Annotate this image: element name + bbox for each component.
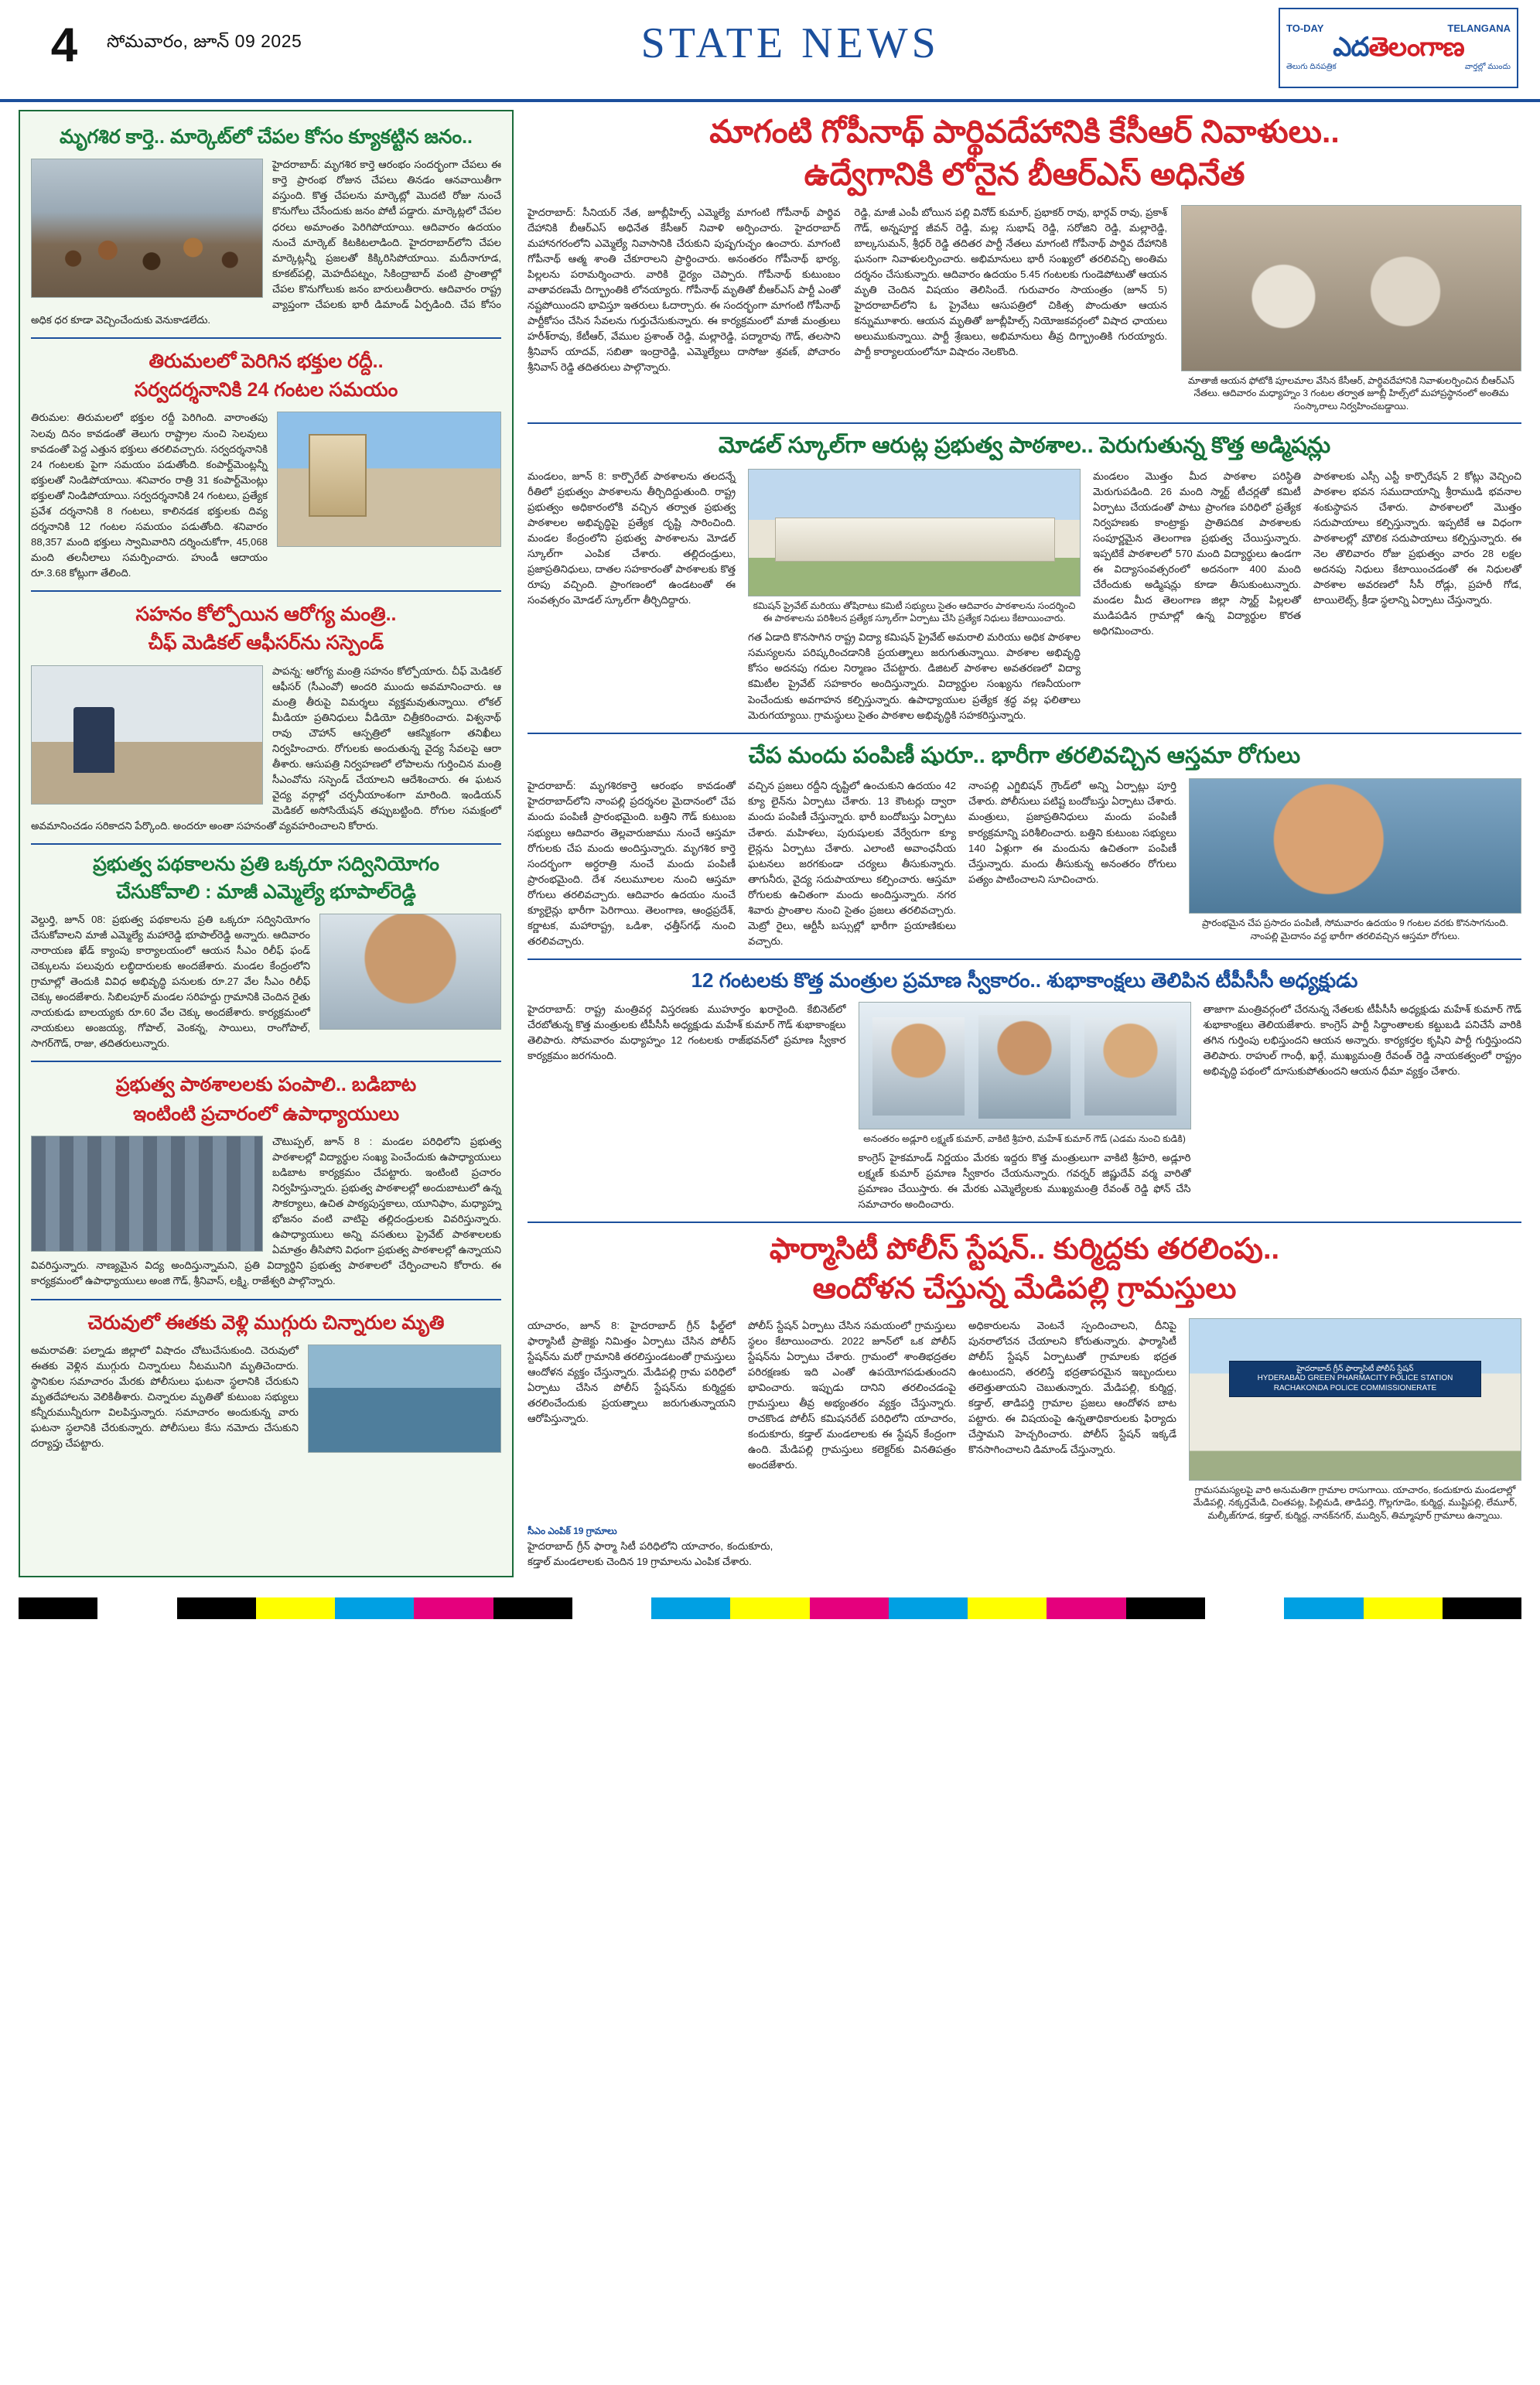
colorbar-swatch-6	[493, 1597, 572, 1619]
school-text-col2: గత ఏడాది కొనసాగిన రాష్ట్ర విద్యా కమిషన్ ప్రైవేట్ అమరాలి మరియు అధిక పాఠశాల సమస్యలను పరిష్కరించడానికి ప్రయత్నాలు జరుగుతున్నాయి. పాఠశాల అభివృద్ధి కోసం అదనపు గదుల నిర్మాణం చేపట్టారు. డిజిటల్ పాఠశాల అవతరణలో విద్యా కమిటీల ప్రైవేట్ సహకారం అందిస్తున్నారు. విద్యార్థుల సంఖ్యను గణనీయంగా పెంచేందుకు అవగాహన కల్పిస్తున్నారు. ఉపాధ్యాయుల ప్రత్యేక శ్రద్ధ వల్ల ఫలితాలు మెరుగయ్యాయి. గ్రామస్థులు సైతం పాఠశాల అభివృద్ధికి సహకరిస్తున్నారు.	[748, 631, 1081, 721]
police-subtext: హైదరాబాద్ గ్రీన్ ఫార్మా సిటీ పరిధిలోని యాచారం, కందుకూరు, కడ్తాల్ మండలాలకు చెందిన 19 గ్రామాలను ఎంపిక చేశారు.	[528, 1540, 773, 1568]
colorbar-swatch-12	[968, 1597, 1047, 1619]
new-ministers-caption: అనంతరం అడ్లూరి లక్ష్మణ్ కుమార్, వాకిటి శ్రీహరి, మహేశ్ కుమార్ గౌడ్ (ఎడమ నుంచి కుడికి)	[863, 1133, 1186, 1144]
story-bhoopal-reddy	[31, 853, 501, 1051]
police-station-photo	[1189, 1318, 1521, 1481]
colorbar-swatch-1	[97, 1597, 176, 1619]
colorbar-swatch-5	[414, 1597, 493, 1619]
story-badibata-text: చౌటుప్పల్, జూన్ 8 : మండల పరిధిలోని ప్రభుత్వ పాఠశాలల్లో విద్యార్థుల సంఖ్య పెంచేందుకు ఉపాధ్యాయులు బడిబాట కార్యక్రమం చేపట్టారు. ఇంటింటి ప్రచారం నిర్వహిస్తున్నారు. ప్రభుత్వ పాఠశాలల్లో అందుబాటులో ఉన్న సౌకర్యాలు, ఉచిత పాఠ్యపుస్తకాలు, యూనిఫాం, మధ్యాహ్న భోజనం వంటి వాటిపై తల్లిదండ్రులకు వివరిస్తున్నారు. ఉపాధ్యాయులు అన్ని వసతులు ప్రైవేట్ పాఠశాలలకు ఏమాత్రం తీసిపోని విధంగా ప్రభుత్వ పాఠశాలల్లో ఉన్నాయని వివరిస్తున్నారు. నాణ్యమైన విద్య అందిస్తున్నామని, ప్రతి విద్యార్థిని ప్రభుత్వ పాఠశాలలో చేర్పించాలని కోరారు. ఈ కార్యక్రమంలో ఉపాధ్యాయులు అంజి గౌడ్, శ్రీనివాస్, లక్ష్మి, రాజేశ్వరి పాల్గొన్నారు.	[31, 1135, 501, 1287]
police-text-col3: అధికారులను వెంటనే స్పందించాలని, దీనిపై పునరాలోచన చేయాలని కోరుతున్నారు. ఫార్మాసిటీ పోలీస్ స్టేషన్ ఏర్పాటుతో గ్రామాలకు భద్రత ఉంటుందని, తరలిస్తే భద్రతాపరమైన ఇబ్బందులు తలెత్తుతాయని చెబుతున్నారు. మేడిపల్లి, కుర్మిద్ద, కడ్తాల్, తాడిపర్తి గ్రామాల ప్రజలు ఆందోళన బాట పట్టారు. ఈ విషయంపై ఉన్నతాధికారులకు ఫిర్యాదు చేస్తామని హెచ్చరించారు. పోలీస్ స్టేషన్ ఇక్కడే కొనసాగించాలని డిమాండ్ చేస్తున్నారు.	[968, 1319, 1176, 1456]
story-fish-medicine	[528, 742, 1521, 949]
colorbar-swatch-15	[1205, 1597, 1284, 1619]
colorbar-swatch-17	[1364, 1597, 1443, 1619]
hospital-inspection-photo	[31, 665, 263, 805]
logo-top-left: TO-DAY	[1286, 22, 1324, 34]
story-bhoopal-headline-2: చేసుకోవాలి : మాజీ ఎమ్మెల్యే భూపాల్‌రెడ్డి	[116, 880, 416, 903]
police-headline-1: ఫార్మాసిటీ పోలీస్ స్టేషన్.. కుర్మిద్దకు తరలింపు..	[769, 1232, 1280, 1266]
fish-medicine-photo	[1189, 778, 1521, 914]
divider	[31, 843, 501, 845]
story-fish-market	[31, 125, 501, 328]
school-text-col4: పాఠశాలకు ఎస్సీ ఎస్టీ కార్పొరేషన్ 2 కోట్లు వెచ్చించి పాఠశాల భవన సముదాయాన్ని శ్రీరాముడి భవనాల శంకుస్థాపన చేశారు. పాఠశాలలో మొత్తం సదుపాయాలు కల్పిస్తున్నారు. ఇప్పటికే ఆ విధంగా పాఠశాలల్లో మౌలిక సదుపాయాలు కల్పిస్తున్నారు. ఈ నెల తొలివారం రోజు ప్రభుత్వం వారం 28 లక్షల అదనపు నిధులు కేటాయించడంతో ఈ నిధులతో పాఠశాల అవరణలో సీసీ రోడ్లు, ప్రహరీ గోడ, టాయిలెట్స్, క్రీడా స్థలాన్ని ఏర్పాటు చేస్తున్నారు.	[1313, 470, 1521, 607]
story-health-text: పాపన్న: ఆరోగ్య మంత్రి సహనం కోల్పోయారు. చీఫ్ మెడికల్ ఆఫీసర్ (సీఎంవో) అందరి ముందు అవమానించారు. ఆ మంత్రి తీరుపై విమర్శలు వ్యక్తమవుతున్నాయి. లోకల్ మీడియా ప్రతినిధులు వీడియో చిత్రీకరించారు. విశ్వనాథ్ రావు చౌహాన్ ఆస్పత్రిలో ఆకస్మికంగా తనిఖీలు నిర్వహించారు. రోగులకు అందుతున్న వైద్య సేవలపై ఆరా తీశారు. ఆసుపత్రి నిర్వహణలో లోపాలను గుర్తించిన మంత్రి సీఎంవోను సస్పెండ్ చేయాలని ఆదేశించారు. ఈ ఘటన వైద్య వర్గాల్లో చర్చనీయాంశంగా మారింది. ఇండియన్ మెడికల్ అసోసియేషన్ తప్పుబట్టింది. రోగుల సమక్షంలో అవమానించడం సరికాదని పేర్కొంది. అందరూ అంతా సహనంతో వ్యవహరించాలని కోరారు.	[31, 665, 501, 832]
story-bhoopal-headline-1: ప్రభుత్వ పథకాలను ప్రతి ఒక్కరూ సద్వినియోగం	[93, 853, 439, 876]
newspaper-logo	[1279, 8, 1518, 88]
story-kcr-tribute	[528, 111, 1521, 413]
model-school-photo	[748, 469, 1081, 596]
story-ministers-oath	[528, 968, 1521, 1212]
oath-text-col3: తాజాగా మంత్రివర్గంలో చేరనున్న నేతలకు టీపీసీసీ అధ్యక్షుడు మహేశ్ కుమార్ గౌడ్ శుభాకాంక్షలు తెలియజేశారు. కాంగ్రెస్ పార్టీ సిద్ధాంతాలకు కట్టుబడి పనిచేసే వారికి తగిన గుర్తింపు లభిస్తుందని ఆయన అన్నారు. కార్యకర్తల కృషిని పార్టీ గుర్తిస్తుందని తెలిపారు. రాహుల్ గాంధీ, ఖర్గే, ముఖ్యమంత్రి రేవంత్ రెడ్డి నాయకత్వంలో రాష్ట్రం అభివృద్ధి పథంలో దూసుకుపోతుందని ఆయన ధీమా వ్యక్తం చేశారు.	[1203, 1003, 1521, 1078]
colorbar-swatch-4	[335, 1597, 414, 1619]
colorbar-swatch-7	[572, 1597, 651, 1619]
left-sidebar-column	[19, 110, 514, 1577]
page-content	[0, 102, 1540, 1577]
bhoopal-reddy-portrait-photo	[319, 914, 501, 1030]
lead-text-col1: హైదరాబాద్: సీనియర్ నేత, జూబ్లీహిల్స్ ఎమ్మెల్యే మాగంటి గోపీనాథ్ పార్థివ దేహానికి బీఆర్ఎస్ అధినేత కేసీఆర్ నివాళి అర్పించారు. హైదరాబాద్ మహానగరంలోని ఎమ్మెల్యే నివాసానికి చేరుకుని పుష్పగుచ్ఛం ఉంచారు. మాగంటి గోపీనాథ్ ఆత్మ శాంతి చేకూరాలని ప్రార్థించారు. అనంతరం గోపీనాథ్ భార్య, పిల్లలను పరామర్శించారు. వారికి ధైర్యం చెప్పారు. గోపీనాథ్ కుటుంబం వాతావరణమే దిగ్భ్రాంతికి లోనయ్యారు. గోపీనాథ్ మృతితో బీఆర్ఎస్ పార్టీ ఎంతో నష్టపోయిందని భావిస్తూ ఇతరులు ఓదార్చారు. ఈ సందర్భంగా మాగంటి గోపీనాథ్ పార్టీకోసం చేసిన సేవలను గుర్తుచేసుకున్నారు. ఈ కార్యక్రమంలో మాజీ మంత్రులు హరీశ్‌రావు, కేటీఆర్, వేముల ప్రశాంత్ రెడ్డి, మల్లారెడ్డి, పద్మారావు గౌడ్, తలసాని శ్రీనివాస్ యాదవ్, సబితా ఇంద్రారెడ్డి, ఎమ్మెల్యేలు దాసోజు శ్రవణ్, పోచారం శ్రీనివాస్ రెడ్డి తదితరులు పాల్గొన్నారు.	[528, 206, 841, 374]
divider	[31, 590, 501, 592]
colorbar-swatch-0	[19, 1597, 97, 1619]
school-text-col3: మండలం మొత్తం మీద పాఠశాల పరిస్థితి మెరుగుపడింది. 26 మంది స్మార్ట్ టీచర్లతో కమిటీ ఏర్పాటు చేయడంతో పాటు ప్రాంగణ పరిధిలో ప్రత్యేక నిర్వహణకు కాంట్రాక్టు ప్రాతిపదిక పాఠశాలకు సంపూర్ణమైన తెలంగాణ ప్రభుత్వ చేయిస్తున్నారు. ఇప్పటికే పాఠశాలలో 570 మంది విద్యార్థులు ఉండగా ఈ విద్యాసంవత్సరంలో అదనంగా 400 మంది చేరేందుకు అడ్మిషన్లు కూడా తీసుకుంటున్నారు. మండల మీద తెలంగాణ జిల్లా స్మార్ట్ పిల్లలతో ముడిపడిన గ్రామాల్లో ఉన్న విద్యార్థుల కొరత అధిగమించారు.	[1093, 470, 1301, 637]
fish-medicine-headline: చేప మందు పంపిణీ షురూ.. భారీగా తరలివచ్చిన ఆస్తమా రోగులు	[748, 743, 1301, 768]
colorbar-swatch-18	[1443, 1597, 1521, 1619]
story-health-minister	[31, 603, 501, 834]
story-badibata-headline-2: ఇంటింటి ప్రచారంలో ఉపాధ్యాయులు	[133, 1102, 399, 1125]
lead-headline-1: మాగంటి గోపీనాథ్ పార్థివదేహానికి కేసీఆర్ నివాళులు..	[709, 114, 1340, 149]
lead-headline-2: ఉద్వేగానికి లోనైన బీఆర్ఎస్ అధినేత	[804, 156, 1245, 193]
logo-sub-row	[1280, 60, 1517, 76]
divider	[528, 733, 1521, 734]
story-fish-market-text: హైదరాబాద్: మృగశిర కార్తె ఆరంభం సందర్భంగా చేపలు ఈ కార్తె ప్రారంభ రోజున చేపలు తినడం ఆనవాయితీగా వస్తుంది. కొత్త చేపలను మార్కెట్లో మొదటి రోజు నుంచే కొనుగోలు చేసేందుకు జనం పోటీ పడ్డారు. మార్కెట్లలో చేపల ధరలు అమాంతం పెరిగిపోయాయి. ఆదివారం ఉదయం నుంచే మార్కెట్ కిటకిటలాడింది. హైదరాబాద్‌లోని చేపల మార్కెట్లన్నీ ప్రజలతో కిక్కిరిసిపోయాయి. మదీనాగూడ, కూకట్‌పల్లి, మెహదీపట్నం, సికింద్రాబాద్ వంటి ప్రాంతాల్లో చేపల కొనుగోలుకు జనం బారులుతీరారు. ఆదివారం రాష్ట్ర వ్యాప్తంగా చేపలకు భారీ డిమాండ్ ఏర్పడింది. చేప కోసం అధిక ధర కూడా వెచ్చించేందుకు వెనుకాడలేదు.	[31, 159, 501, 326]
new-ministers-photo	[859, 1002, 1191, 1129]
kcr-tribute-caption: మాతాజీ ఆయన ఫోటోకి పూలమాల వేసిన కేసీఆర్, పార్థివదేహానికి నివాళులర్పించిన బీఆర్ఎస్ నేతలు. ఆదివారం మధ్యాహ్నం 3 గంటల తర్వాత జూబ్లీ హిల్స్‌లో మహాప్రస్థానంలో అంతిమ సంస్కారాలు నిర్వహించబడ్డాయి.	[1188, 374, 1514, 412]
story-pharma-police-station	[528, 1231, 1521, 1570]
story-badibata	[31, 1073, 501, 1289]
page-title	[302, 5, 1279, 99]
fish-text-col3: నాంపల్లి ఎగ్జిబిషన్ గ్రౌండ్‌లో అన్ని ఏర్పాట్లు పూర్తి చేశారు. పోలీసులు పటిష్ట బందోబస్తు ఏర్పాటు చేశారు. మంత్రులు, ప్రజాప్రతినిధులు మందు పంపిణీ కార్యక్రమాన్ని పరిశీలించారు. బత్తిని కుటుంబ సభ్యులు 140 ఏళ్లుగా ఈ మందును ఉచితంగా పంపిణీ చేస్తున్నారు. మందు తీసుకున్న అనంతరం రోగులు పత్యం పాటించాలని సూచించారు.	[968, 780, 1176, 885]
story-tirumala-headline-2: సర్వదర్శనానికి 24 గంటల సమయం	[134, 379, 398, 401]
story-fish-market-headline: మృగశిర కార్తె.. మార్కెట్‌లో చేపల కోసం క్యూకట్టిన జనం..	[59, 126, 473, 148]
police-text-col2: పోలీస్ స్టేషన్ ఏర్పాటు చేసిన సమయంలో గ్రామస్తులు స్థలం కేటాయించారు. 2022 జూన్‌లో ఒక పోలీస్ స్టేషన్‌ను ఏర్పాటు చేశారు. గ్రామంలో శాంతిభద్రతల పరిరక్షణకు ఇది ఎంతో ఉపయోగపడుతుందని భావించారు. ఇప్పుడు దానిని తరలించడంపై గ్రామస్తులు తీవ్ర అభ్యంతరం వ్యక్తం చేస్తున్నారు. రాచకొండ పోలీస్ కమిషనరేట్ పరిధిలోని యాచారం, కందుకూరు, కడ్తాల్ మండలాలకు ఈ స్టేషన్ కేంద్రంగా ఉంది. మేడిపల్లి గ్రామస్తులు కలెక్టర్‌కు వినతిపత్రం అందజేశారు.	[748, 1319, 956, 1471]
fish-medicine-caption: ప్రారంభమైన చేప ప్రసాదం పంపిణీ, సోమవారం ఉదయం 9 గంటల వరకు కొనసాగనుంది. నాంపల్లి మైదానం వద్ద భారీగా తరలివచ్చిన ఆస్తమా రోగులు.	[1202, 917, 1508, 942]
signboard-line-telugu: హైదరాబాద్ గ్రీన్ ఫార్మాసిటీ పోలీస్ స్టేషన్	[1296, 1364, 1414, 1373]
lead-text-col2: రెడ్డి, మాజీ ఎంపీ బోయిన పల్లి వినోద్ కుమార్, ప్రభాకర్ రావు, భార్గవ్ రావు, ప్రకాశ్ గౌడ్, అన్నపూర్ణ జీవన్ రెడ్డి, మల్ల సుభాష్ రెడ్డి, సరోజిని రెడ్డి, మల్లారెడ్డి, బాల్కసుమన్, శ్రీధర్ రెడ్డి తదితర పార్టీ నేతలు మాగంటి గోపీనాథ్ పార్థివ దేహానికి ఘనంగా నివాళులర్పించారు. అభిమానులు భారీ సంఖ్యలో తరలివచ్చి అంతిమ దర్శనం చేసుకున్నారు. ఆదివారం ఉదయం 5.45 గంటలకు గుండెపోటుతో ఆయన మృతి చెందిన విషయం తెలిసిందే. గురువారం సాయంత్రం (జూన్ 5) హైదరాబాద్‌లోని ఓ ప్రైవేటు ఆసుపత్రిలో చికిత్స పొందుతూ ఆయన కన్నుమూశారు. ఆయన మృతితో జూబ్లీహిల్స్ నియోజకవర్గంలో విషాద ఛాయలు అలుముకున్నాయి. పార్టీ శ్రేణులు, అభిమానులు తీవ్ర దిగ్భ్రాంతికి గురయ్యారు. పార్టీ కార్యాలయంలోనూ విషాదం నెలకొంది.	[854, 206, 1167, 358]
divider	[31, 337, 501, 339]
police-headline-2: ఆందోళన చేస్తున్న మేడిపల్లి గ్రామస్తులు	[812, 1273, 1237, 1306]
logo-main-word: తెలంగాణ	[1368, 32, 1464, 62]
colorbar-swatch-16	[1284, 1597, 1363, 1619]
colorbar-swatch-2	[177, 1597, 256, 1619]
colorbar-swatch-8	[651, 1597, 730, 1619]
fish-text-col2: వచ్చిన ప్రజలు రద్దీని దృష్టిలో ఉంచుకుని ఉదయం 42 క్యూ లైన్‌ను ఏర్పాటు చేశారు. 13 కౌంటర్లు ద్వారా మందు పంపిణీ చేస్తున్నారు. భారీ బందోబస్తు ఏర్పాటు చేశారు. మహిళలు, పురుషులకు వేర్వేరుగా క్యూ లైన్లను ఏర్పాటు చేశారు. ఎలాంటి అవాంఛనీయ ఘటనలు జరగకుండా చర్యలు తీసుకున్నారు. తాగునీరు, వైద్య సదుపాయాలు కల్పించారు. ఆస్తమా రోగులకు ఉచితంగా మందు అందిస్తున్నారు. నగర శివారు ప్రాంతాల నుంచి సైతం ప్రజలు తరలివచ్చారు. మెట్రో రైలు, ఆర్టీసీ బస్సుల్లో భారీగా ప్రయాణికులు వచ్చారు.	[748, 780, 956, 947]
story-tirumala-text: తిరుమల: తిరుమలలో భక్తుల రద్దీ పెరిగింది. వారాంతపు సెలవు దినం కావడంతో తెలుగు రాష్ట్రాల నుంచి సెలవులు కావడంతో పెద్ద ఎత్తున భక్తులు తరలివచ్చారు. సర్వదర్శనానికి 24 గంటలకు పైగా సమయం పడుతోంది. కంపార్ట్‌మెంట్లన్నీ భక్తులతో నిండిపోయాయి. శనివారం రాత్రి 31 కంపార్ట్‌మెంట్లు భక్తులతో నిండిపోయాయి. సర్వదర్శనానికి 24 గంటలు, ప్రత్యేక ప్రవేశ దర్శనానికి 8 గంటలు, కాలినడక భక్తులకు దివ్య దర్శనానికి 12 గంటల సమయం పడుతోంది. శనివారం 88,357 మంది భక్తులు స్వామివారిని దర్శించుకోగా, 45,068 మంది తలనీలాలు సమర్పించారు. హుండీ ఆదాయం రూ.3.68 కోట్లుగా తేలింది.	[31, 412, 268, 579]
police-station-signboard	[1229, 1361, 1480, 1398]
logo-main-prefix: ఎద	[1333, 32, 1369, 62]
page-number: 4	[50, 18, 78, 72]
model-school-caption: కమిషన్ ప్రైవేట్ మరియు తోషిరాటు కమిటీ సభ్యులు సైతం ఆదివారం పాఠశాలను సందర్శించి ఈ పాఠశాలను పరిశీలన ప్రత్యేక స్కూల్‌గా ఏర్పాటు చేసి ప్రత్యేక నిధులు కేటాయించారు.	[753, 600, 1076, 624]
colorbar-swatch-11	[889, 1597, 968, 1619]
logo-sub-right: వార్తల్లో ముందు	[1464, 63, 1511, 71]
oath-text-col2: కాంగ్రెస్ హైకమాండ్ నిర్ణయం మేరకు ఇద్దరు కొత్త మంత్రులుగా వాకిటి శ్రీహరి, అడ్లూరి లక్ష్మణ్ కుమార్ ప్రమాణ స్వీకారం చేయనున్నారు. గవర్నర్ జిష్ణుదేవ్ వర్మ వారితో ప్రమాణం చేయిస్తారు. ఈ మేరకు ఎమ్మెల్యేలకు ముఖ్యమంత్రి రేవంత్ రెడ్డి ఫోన్ చేసి సమాచారం అందించారు.	[858, 1151, 1191, 1210]
drowning-pond-photo	[308, 1345, 501, 1453]
teachers-group-photo	[31, 1136, 263, 1252]
divider	[528, 1222, 1521, 1223]
divider	[528, 422, 1521, 424]
tirumala-temple-photo	[277, 412, 501, 547]
police-subhead: సీఎం ఎంపిక్ 19 గ్రామాలు	[528, 1526, 617, 1537]
police-text-col1: యాచారం, జూన్ 8: హైదరాబాద్ గ్రీన్ ఫీల్డ్‌లో ఫార్మాసిటీ ప్రాజెక్టు నిమిత్తం ఏర్పాటు చేసిన పోలీస్ స్టేషన్‌ను మరో గ్రామానికి తరలిస్తుండటంతో గ్రామస్తులు ఆందోళన వ్యక్తం చేస్తున్నారు. మేడిపల్లి గ్రామ పరిధిలో ఏర్పాటు చేసిన పోలీస్ స్టేషన్‌ను కుర్మిద్దకు తరలించేందుకు ప్రయత్నాలు జరుగుతున్నాయని ఆరోపిస్తున్నారు.	[528, 1319, 736, 1425]
colorbar-swatch-9	[730, 1597, 809, 1619]
kcr-tribute-photo	[1181, 205, 1521, 371]
publication-date: సోమవారం, జూన్ 09 2025	[107, 30, 302, 51]
story-model-school	[528, 432, 1521, 723]
colorbar-swatch-14	[1126, 1597, 1205, 1619]
oath-text-col1: హైదరాబాద్: రాష్ట్ర మంత్రివర్గ విస్తరణకు ముహూర్తం ఖరారైంది. కేబినెట్‌లో చేరబోతున్న కొత్త మంత్రులకు టీపీసీసీ అధ్యక్షుడు మహేశ్ కుమార్ గౌడ్ శుభాకాంక్షలు తెలిపారు. సోమవారం మధ్యాహ్నం 12 గంటలకు రాజ్‌భవన్‌లో ప్రమాణ స్వీకార కార్యక్రమం జరగనుంది.	[528, 1003, 846, 1061]
story-bhoopal-text: వెల్దుర్తి, జూన్ 08: ప్రభుత్వ పథకాలను ప్రతి ఒక్కరూ సద్వినియోగం చేసుకోవాలని మాజీ ఎమ్మెల్యే మహారెడ్డి భూపాల్‌రెడ్డి అన్నారు. ఆదివారం నారాయణ ఖేడ్ క్యాంపు కార్యాలయంలో ఆయన సీఎం రిలీఫ్ ఫండ్ చెక్కులను పలువురు లబ్ధిదారులకు అందజేశారు. మండల కేంద్రంలోని గ్రామాల్లో తెందుకి వివిధ అభివృద్ధి పనులకు రూ.27 వేల సీఎం రిలీఫ్ చెక్కు అందజేశారు. సిబిలపూర్ మండల సరిహద్దు గ్రామానికి చెందిన రైతు నాయకుడు బాలయ్యకు రూ.60 వేల చెక్కు అందజేశారు. కార్యక్రమంలో నాయకులు అంజయ్య, గోపాల్, వెంకన్న, సాయిలు, రాంగోపాల్, సాగర్‌గౌడ్, రాజు, తదితరులున్నారు.	[31, 913, 310, 1050]
story-drowning-headline: చెరువులో ఈతకు వెళ్లి ముగ్గురు చిన్నారుల మృతి	[87, 1311, 445, 1334]
signboard-line-commissionerate: RACHAKONDA POLICE COMMISSIONERATE	[1273, 1383, 1437, 1392]
fish-market-photo	[31, 159, 263, 298]
school-headline: మోడల్ స్కూల్‌గా ఆరుట్ల ప్రభుత్వ పాఠశాల.. పెరుగుతున్న కొత్త అడ్మిషన్లు	[718, 432, 1331, 458]
page-title-text: STATE NEWS	[640, 19, 940, 67]
masthead	[0, 0, 1540, 102]
fish-text-col1: హైదరాబాద్: మృగశిరకార్తె ఆరంభం కావడంతో హైదరాబాద్‌లోని నాంపల్లి ప్రదర్శనల మైదానంలో చేప మందు పంపిణీ ప్రారంభమైంది. బత్తిని గౌడ్ కుటుంబ సభ్యులు ఆదివారం తెల్లవారుజాము నుంచే ఆస్తమా రోగులకు చేప మందు అందిస్తున్నారు. మృగశిర కార్తె సందర్భంగా అర్ధరాత్రి నుంచే మందు పంపిణీ ప్రారంభమైంది. దేశ నలుమూలల నుంచి ఆస్తమా రోగులు తరలివచ్చారు. ఆదివారం ఉదయం నుంచే క్యూలైన్లు భారీగా పెరిగాయి. తెలంగాణ, ఆంధ్రప్రదేశ్, కర్ణాటక, మహారాష్ట్ర, ఒడిశా, ఛత్తీస్‌గఢ్ నుంచి తరలివచ్చారు.	[528, 780, 736, 947]
main-column	[528, 110, 1521, 1577]
colorbar-swatch-3	[256, 1597, 335, 1619]
story-health-headline-1: సహనం కోల్పోయిన ఆరోగ్య మంత్రి..	[135, 603, 397, 626]
story-drowning-text: అమరావతి: పల్నాడు జిల్లాలో విషాదం చోటుచేసుకుంది. చెరువులో ఈతకు వెళ్లిన ముగ్గురు చిన్నారులు నీటమునిగి మృతిచెందారు. స్థానికుల సమాచారం మేరకు పోలీసులు ఘటనా స్థలానికి చేరుకుని మృతదేహాలను వెలికితీశారు. చిన్నారుల మృతితో కుటుంబ సభ్యులు కన్నీరుమున్నీరుగా విలపిస్తున్నారు. సమాచారం అందుకున్న వారు ఘటనా స్థలానికి చేరుకున్నారు. పోలీసులు కేసు నమోదు చేసుకుని దర్యాప్తు చేపట్టారు.	[31, 1344, 299, 1450]
police-station-caption: గ్రామసమస్యలపై వారి అనుమతిగా గ్రామాల రాసుగాయి. యాచారం, కందుకూరు మండలాల్లో మేడిపల్లి, నక్కర్తమేడి, చింతపట్ల, పిల్లిమడి, తాడిపర్తి, గొల్లగూడెం, కుర్మిద్ద, ముష్టిపల్లి, లేమూర్, మల్కీజ్‌గూడ, కడ్తాల్, కుర్మిద్ద, నానక్‌నగర్, ముద్విన్, తిమ్మాపూర్ గ్రామాలు ఉన్నాయి.	[1193, 1484, 1518, 1522]
story-tirumala-headline-1: తిరుమలలో పెరిగిన భక్తుల రద్దీ..	[149, 350, 384, 372]
divider	[528, 958, 1521, 960]
story-tirumala	[31, 350, 501, 581]
oath-headline: 12 గంటలకు కొత్త మంత్రుల ప్రమాణ స్వీకారం.. శుభాకాంక్షలు తెలిపిన టీపీసీసీ అధ్యక్షుడు	[691, 969, 1358, 993]
signboard-line-english: HYDERABAD GREEN PHARMACITY POLICE STATION	[1257, 1374, 1453, 1383]
story-health-headline-2: చీఫ్ మెడికల్ ఆఫీసర్‌ను సస్పెండ్	[148, 632, 384, 654]
logo-main-text	[1333, 34, 1463, 60]
logo-sub-left: తెలుగు దినపత్రిక	[1286, 63, 1337, 71]
school-text-col1: మండలం, జూన్ 8: కార్పొరేట్ పాఠశాలను తలదన్నే రీతిలో ప్రభుత్వం పాఠశాలను తీర్చిదిద్దుతుంది. రాష్ట్ర ప్రభుత్వం అధికారంలోకి వచ్చిన తర్వాత ప్రభుత్వ పాఠశాలల అభివృద్ధిపై ప్రత్యేక దృష్టి సారించింది. మండల కేంద్రంలోని ప్రభుత్వ పాఠశాలను మోడల్ స్కూల్‌గా ఎంపిక చేశారు. తల్లిదండ్రులు, ప్రజాప్రతినిధులు, దాతల సహకారంతో పాఠశాలకు కొత్త రూపు వచ్చింది. ప్రాంగణంలో ఉండటంతో ఈ సంవత్సరం మోడల్ స్కూల్‌గా తీర్చిదిద్దారు.	[528, 470, 736, 607]
logo-top-right: TELANGANA	[1447, 22, 1511, 34]
story-badibata-headline-1: ప్రభుత్వ పాఠశాలలకు పంపాలి.. బడిబాట	[115, 1074, 417, 1096]
print-registration-colorbar	[19, 1597, 1521, 1619]
divider	[31, 1061, 501, 1062]
story-drowning	[31, 1311, 501, 1457]
colorbar-swatch-10	[810, 1597, 889, 1619]
divider	[31, 1299, 501, 1300]
colorbar-swatch-13	[1047, 1597, 1125, 1619]
